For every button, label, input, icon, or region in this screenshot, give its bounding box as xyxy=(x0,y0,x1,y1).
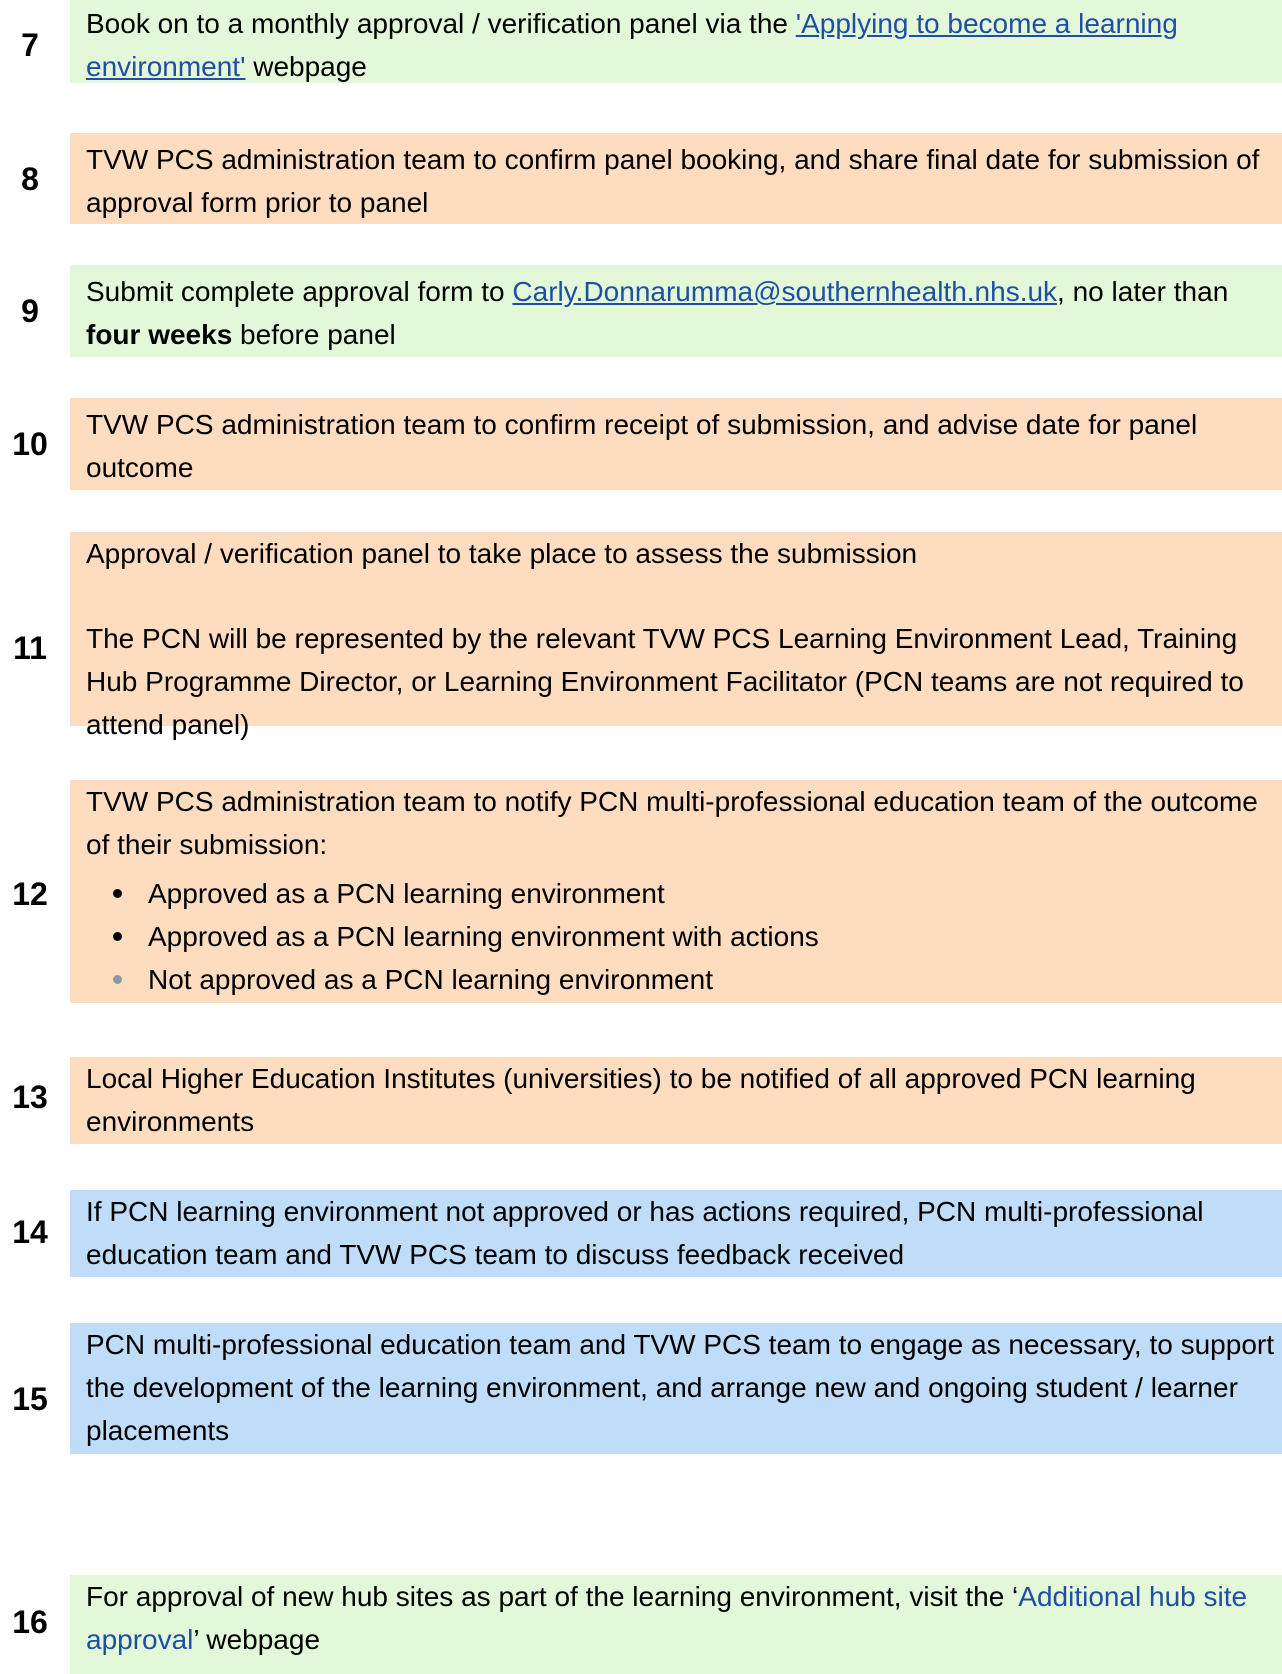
step-box xyxy=(70,780,1282,1003)
step-box xyxy=(70,265,1282,357)
step-text: TVW PCS administration team to confirm receipt of submission, and advise date for panel outcome xyxy=(86,409,1198,483)
step-text: TVW PCS administration team to notify PCN multi-professional education team of the outcome of their submission: xyxy=(86,786,1258,860)
step-text: For approval of new hub sites as part of the learning environment, visit the ‘ xyxy=(86,1581,1019,1612)
step-number: 12 xyxy=(12,876,48,912)
step-text: ’ webpage xyxy=(193,1624,321,1655)
step-text: Book on to a monthly approval / verification panel via the xyxy=(86,8,796,39)
step-text: Local Higher Education Institutes (universities) to be notified of all approved PCN learning environments xyxy=(86,1063,1196,1137)
step-text: Submit complete approval form to xyxy=(86,276,513,307)
step-box xyxy=(70,1323,1282,1454)
step-number: 10 xyxy=(12,426,48,462)
step-number: 13 xyxy=(12,1079,48,1115)
deadline-emphasis: four weeks xyxy=(86,319,233,350)
step-box xyxy=(70,1575,1282,1674)
step-box xyxy=(70,1057,1282,1144)
step-text: Approval / verification panel to take place to assess the submission xyxy=(86,538,918,569)
step-text: before panel xyxy=(232,319,396,350)
step-box xyxy=(70,532,1282,740)
outcome-list xyxy=(86,872,1282,1001)
step-box xyxy=(70,0,1282,83)
email-link[interactable]: Carly.Donnarumma@southernhealth.nhs.uk xyxy=(512,276,1058,307)
outcome-item: Approved as a PCN learning environment xyxy=(148,872,1282,915)
outcome-item: Not approved as a PCN learning environment xyxy=(148,958,1282,1001)
additional-hub-site-approval-link[interactable]: Additional hub site approval xyxy=(86,1581,1248,1655)
step-box xyxy=(70,133,1282,224)
step-number: 11 xyxy=(13,630,47,666)
step-text: If PCN learning environment not approved or has actions required, PCN multi-professional education team and TVW PCS team to discuss feedback received xyxy=(86,1196,1204,1270)
step-box xyxy=(70,398,1282,490)
step-text: PCN multi-professional education team and TVW PCS team to engage as necessary, to support the development of the learning environment, and arrange new and ongoing student / learner placements xyxy=(86,1329,1275,1446)
step-note: The PCN will be represented by the relevant TVW PCS Learning Environment Lead, Training Hub Programme Director, or Learning Environment Facilitator (PCN teams are not required to attend panel) xyxy=(86,623,1244,740)
step-number: 14 xyxy=(12,1214,48,1250)
step-text: , no later than xyxy=(1057,276,1229,307)
step-box xyxy=(70,1190,1282,1277)
applying-learning-environment-link[interactable]: 'Applying to become a learning environment' xyxy=(86,8,1178,82)
step-text: webpage xyxy=(245,51,367,82)
step-number: 7 xyxy=(21,27,39,63)
step-number: 16 xyxy=(12,1604,48,1640)
step-number: 8 xyxy=(21,161,39,197)
step-text: TVW PCS administration team to confirm panel booking, and share final date for submission of approval form prior to panel xyxy=(86,144,1260,218)
step-number: 15 xyxy=(12,1381,48,1417)
outcome-item: Approved as a PCN learning environment with actions xyxy=(148,915,1282,958)
step-number: 9 xyxy=(21,293,39,329)
